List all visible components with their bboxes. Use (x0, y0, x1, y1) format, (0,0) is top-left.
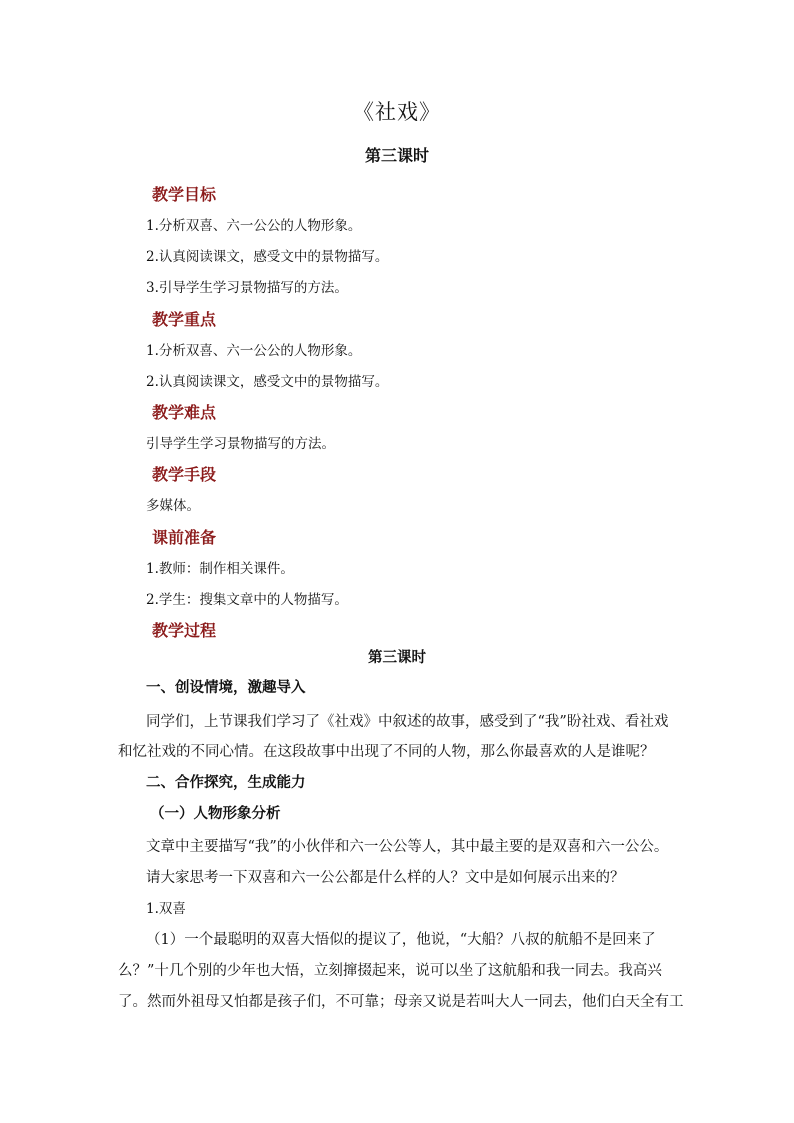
difficulties-heading: 教学难点 (152, 403, 217, 422)
part1-heading: 一、创设情境，激趣导入 (146, 679, 306, 696)
goal-item: 3.引导学生学习景物描写的方法。 (146, 280, 348, 296)
item1-label: 1.双喜 (146, 901, 186, 917)
paragraph-line: （1）一个最聪明的双喜大悟似的提议了，他说，“大船？八叔的航船不是回来了 (146, 932, 656, 948)
paragraph-line: 请大家思考一下双喜和六一公公都是什么样的人？文中是如何展示出来的？ (146, 870, 625, 886)
goal-item: 2.认真阅读课文，感受文中的景物描写。 (146, 249, 389, 265)
preparation-item: 1.教师：制作相关课件。 (146, 561, 294, 577)
paragraph-line: 和忆社戏的不同心情。在这段故事中出现了不同的人物，那么你最喜欢的人是谁呢？ (118, 744, 655, 760)
paragraph-line: 同学们，上节课我们学习了《社戏》中叙述的故事，感受到了“我”盼社戏、看社戏 (146, 714, 669, 730)
process-heading: 教学过程 (152, 621, 217, 640)
part2-sub-heading: （一）人物形象分析 (150, 805, 281, 822)
paragraph-line: 么？”十几个别的少年也大悟，立刻撺掇起来，说可以坐了这航船和我一同去。我高兴 (118, 963, 662, 979)
goals-heading: 教学目标 (152, 185, 217, 204)
lesson-subtitle: 第三课时 (364, 146, 429, 165)
key-point-item: 2.认真阅读课文，感受文中的景物描写。 (146, 374, 389, 390)
session-heading: 第三课时 (368, 649, 426, 666)
preparation-item: 2.学生：搜集文章中的人物描写。 (146, 592, 348, 608)
key-point-item: 1.分析双喜、六一公公的人物形象。 (146, 343, 362, 359)
part2-heading: 二、合作探究，生成能力 (146, 774, 306, 791)
difficulty-item: 引导学生学习景物描写的方法。 (146, 436, 335, 452)
means-heading: 教学手段 (152, 465, 217, 484)
goal-item: 1.分析双喜、六一公公的人物形象。 (146, 218, 362, 234)
means-item: 多媒体。 (146, 498, 200, 514)
paragraph-line: 了。然而外祖母又怕都是孩子们，不可靠；母亲又说是若叫大人一同去，他们白天全有工 (118, 994, 684, 1010)
preparation-heading: 课前准备 (152, 528, 217, 547)
key-points-heading: 教学重点 (152, 310, 217, 329)
document-title: 《社戏》 (353, 100, 441, 124)
paragraph-line: 文章中主要描写“我”的小伙伴和六一公公等人，其中最主要的是双喜和六一公公。 (146, 839, 669, 855)
